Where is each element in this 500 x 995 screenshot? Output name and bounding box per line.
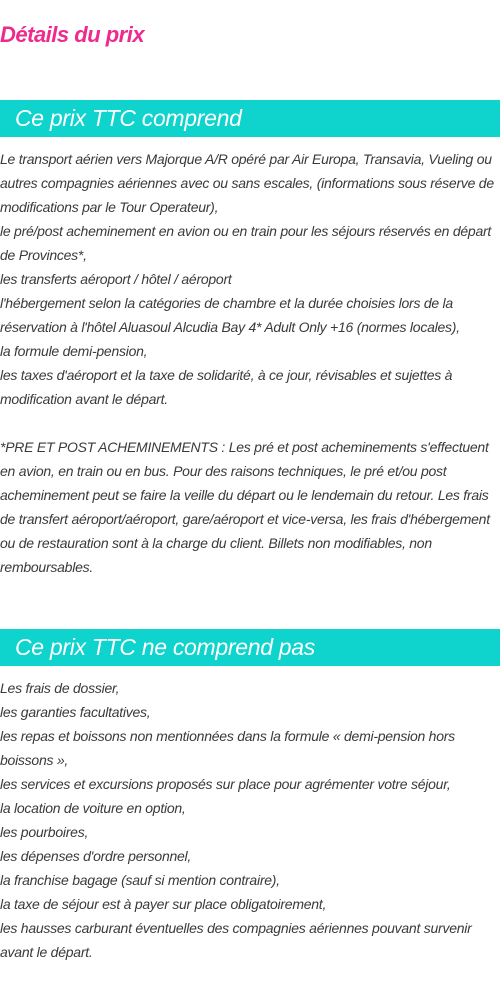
includes-item: l'hébergement selon la catégories de chambre et la durée choisies lors de la réservation à l'hôtel Aluasoul Alcudia Bay 4* Adult Only +16 (normes locales), — [0, 295, 460, 335]
page-title: Détails du prix — [0, 22, 145, 47]
paragraph-spacer — [0, 411, 500, 435]
includes-heading: Ce prix TTC comprend — [15, 105, 242, 131]
includes-item: les transferts aéroport / hôtel / aéroport — [0, 271, 232, 287]
excludes-item: les hausses carburant éventuelles des compagnies aériennes pouvant survenir avant le départ. — [0, 920, 472, 960]
includes-footnote: *PRE ET POST ACHEMINEMENTS : Les pré et post acheminements s'effectuent en avion, en train ou en bus. Pour des raisons techniques, le pré et/ou post acheminement peut se faire la veille du départ ou le lendemain du retour. Les frais de transfert aéroport/aéroport, gare/aéroport et vice-versa, les frais d'hébergement ou de restauration sont à la charge du client. Billets non modifiables, non remboursables. — [0, 439, 490, 575]
excludes-item: les repas et boissons non mentionnées dans la formule « demi-pension hors boissons », — [0, 728, 455, 768]
excludes-item: les dépenses d'ordre personnel, — [0, 848, 192, 864]
includes-content — [0, 147, 500, 579]
excludes-section-header — [0, 629, 500, 666]
excludes-item: la franchise bagage (sauf si mention contraire), — [0, 872, 280, 888]
excludes-item: Les frais de dossier, — [0, 680, 120, 696]
excludes-item: les pourboires, — [0, 824, 89, 840]
excludes-item: les garanties facultatives, — [0, 704, 151, 720]
includes-item: Le transport aérien vers Majorque A/R opéré par Air Europa, Transavia, Vueling ou autres compagnies aériennes avec ou sans escales, (informations sous réserve de modifications par le Tour Operateur), — [0, 151, 494, 215]
includes-item: le pré/post acheminement en avion ou en train pour les séjours réservés en départ de Provinces*, — [0, 223, 492, 263]
includes-item: les taxes d'aéroport et la taxe de solidarité, à ce jour, révisables et sujettes à modification avant le départ. — [0, 367, 453, 407]
includes-item: la formule demi-pension, — [0, 343, 148, 359]
excludes-heading: Ce prix TTC ne comprend pas — [15, 634, 315, 660]
excludes-item: la taxe de séjour est à payer sur place obligatoirement, — [0, 896, 327, 912]
excludes-item: la location de voiture en option, — [0, 800, 186, 816]
excludes-item: les services et excursions proposés sur place pour agrémenter votre séjour, — [0, 776, 451, 792]
excludes-content — [0, 676, 500, 964]
includes-section-header — [0, 100, 500, 137]
